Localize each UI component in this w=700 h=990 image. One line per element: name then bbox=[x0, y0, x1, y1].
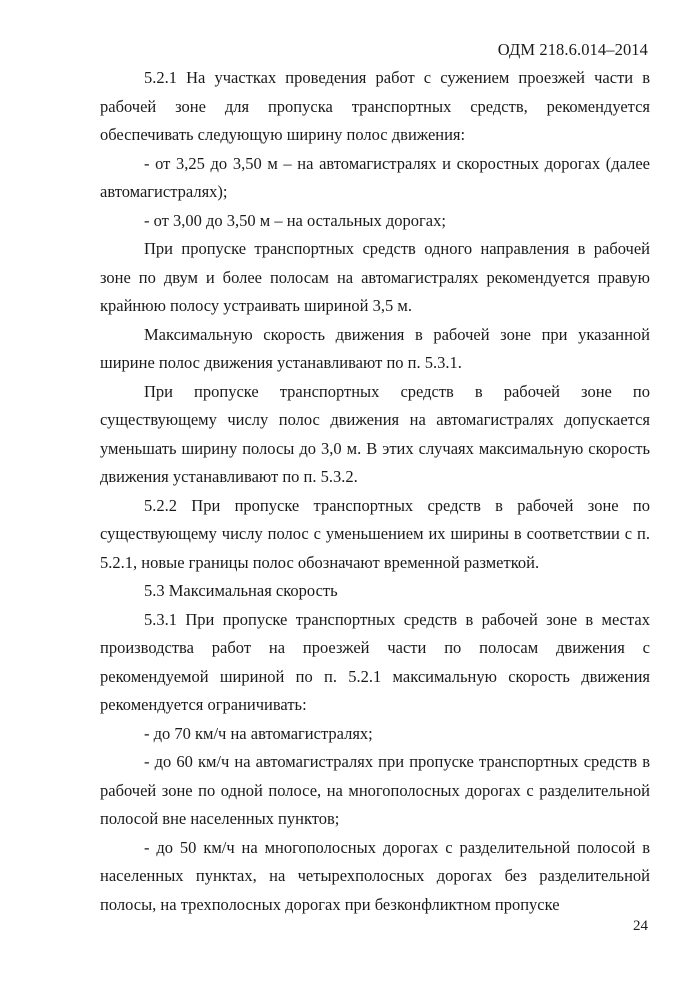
paragraph-5-2-2: 5.2.2 При пропуске транспортных средств в рабочей зоне по существующему числу полос с уменьшением их ширины в соответствии с п. 5.2.1, новые границы полос обозначают временной разметкой. bbox=[100, 495, 650, 572]
paragraph-right-lane-width: При пропуске транспортных средств одного направления в рабочей зоне по двум и более полосам на автомагистралях рекомендуется правую крайнюю полосу устраивать шириной 3,5 м. bbox=[100, 239, 650, 315]
list-item-speed-60: - до 60 км/ч на автомагистралях при пропуске транспортных средств в рабочей зоне по одной полосе, на многополосных дорогах с разделительной полосой вне населенных пунктов; bbox=[100, 752, 650, 828]
list-item-lane-width-motorways: - от 3,25 до 3,50 м – на автомагистралях и скоростных дорогах (далее автомагистралях); bbox=[100, 153, 650, 201]
paragraph-5-2-1: 5.2.1 На участках проведения работ с сужением проезжей части в рабочей зоне для пропуска транспортных средств, рекомендуется обеспечивать следующую ширину полос движения: bbox=[100, 68, 650, 144]
document-code-header: ОДМ 218.6.014–2014 bbox=[497, 40, 648, 59]
section-heading-5-3: 5.3 Максимальная скорость bbox=[144, 581, 338, 600]
list-item-lane-width-other-roads: - от 3,00 до 3,50 м – на остальных дорогах; bbox=[144, 210, 446, 230]
list-item-speed-50: - до 50 км/ч на многополосных дорогах с разделительной полосой в населенных пунктах, на четырехполосных дорогах без разделительной полосы, на трехполосных дорогах при безконфликтном пропуске bbox=[100, 837, 650, 914]
list-item-speed-70: - до 70 км/ч на автомагистралях; bbox=[144, 723, 373, 743]
paragraph-5-3-1: 5.3.1 При пропуске транспортных средств в рабочей зоне в местах производства работ на проезжей части по полосам движения с рекомендуемой шириной по п. 5.2.1 максимальную скорость движения рекомендуется ограничивать: bbox=[100, 609, 650, 714]
page-number: 24 bbox=[633, 918, 648, 934]
paragraph-max-speed-reference: Максимальную скорость движения в рабочей зоне при указанной ширине полос движения устанавливают по п. 5.3.1. bbox=[100, 324, 650, 372]
document-body bbox=[100, 64, 650, 919]
paragraph-existing-lanes-reduction: При пропуске транспортных средств в рабочей зоне по существующему числу полос движения на автомагистралях допускается уменьшать ширину полосы до 3,0 м. В этих случаях максимальную скорость движения устанавливают по п. 5.3.2. bbox=[100, 381, 650, 486]
